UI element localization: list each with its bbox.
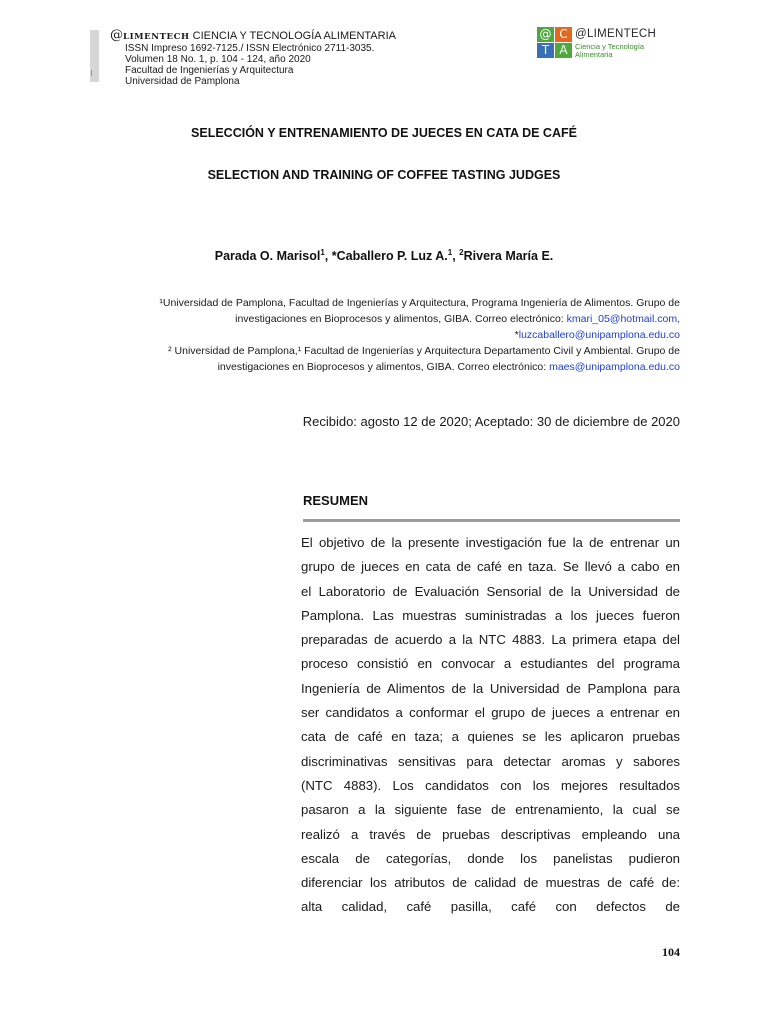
abstract-line: preparadas de acuerdo a la NTC 4883. La primera etapa del [301, 632, 680, 648]
email-link-kmari[interactable]: kmari_05@hotmail.com, [566, 313, 680, 325]
page-number: 104 [662, 945, 680, 959]
margin-bar-mark [91, 70, 97, 76]
affiliation-1-line1: ¹Universidad de Pamplona, Facultad de Ingenierías y Arquitectura, Programa Ingeniería de Alimentos. Grupo de [159, 297, 680, 309]
author-2-sup: 1 [447, 248, 453, 257]
abstract-heading: RESUMEN [303, 493, 369, 508]
abstract-divider [303, 519, 680, 522]
abstract-line: realizó a través de pruebas descriptivas empleando una [301, 826, 680, 842]
abstract-line: alta calidad, café pasilla, café con defectos de [301, 899, 680, 915]
margin-bar [90, 30, 99, 82]
abstract-line: Ingeniería de Alimentos de la Universidad de Pamplona para [301, 680, 680, 696]
affiliation-1-line2 [100, 311, 680, 327]
abstract-line: cata de café en taza; a quienes se les aplicaron pruebas [301, 729, 680, 745]
abstract-line: proceso consistió en convocar a estudiantes del programa [301, 656, 680, 672]
abstract-body [301, 531, 680, 920]
author-3: Rivera María E. [463, 249, 554, 264]
corresponding-mark: * [514, 329, 519, 341]
logo-subtitle [575, 43, 644, 59]
author-3-sup: 2 [459, 248, 464, 257]
logo-cell-at: @ [537, 27, 554, 42]
affiliation-1-text: investigaciones en Bioprocesos y alimentos, GIBA. Correo electrónico: [235, 313, 567, 325]
author-1-sup: 1 [320, 248, 325, 257]
logo-subtitle-line1: Ciencia y Tecnología [575, 42, 645, 51]
author-1: Parada O. Marisol [214, 249, 321, 264]
logo-subtitle-line2: Alimentaria [575, 50, 613, 59]
affiliation-2-text: investigaciones en Bioprocesos y alimentos, GIBA. Correo electrónico: [217, 361, 550, 373]
title-english: SELECTION AND TRAINING OF COFFEE TASTING JUDGES [207, 168, 561, 182]
brand-name: LIMENTECH [123, 32, 190, 42]
volume-line: Volumen 18 No. 1, p. 104 - 124, año 2020 [125, 54, 311, 65]
journal-header-line1 [110, 30, 396, 43]
affiliation-1-line3 [100, 327, 680, 343]
journal-logo [537, 27, 657, 61]
logo-cell-a: A [555, 43, 572, 58]
abstract-line: El objetivo de la presente investigación fue la de entrenar un [301, 535, 680, 550]
email-link-maes[interactable]: maes@unipamplona.edu.co [549, 361, 680, 373]
logo-cell-t: T [537, 43, 554, 58]
faculty-line: Facultad de Ingenierías y Arquitectura [125, 65, 294, 76]
logo-name: @LIMENTECH [575, 28, 657, 40]
author-2: *Caballero P. Luz A. [331, 249, 448, 264]
affiliation-2-line2 [100, 359, 680, 375]
affiliation-2-line1: ² Universidad de Pamplona,¹ Facultad de Ingenierías y Arquitectura Departamento Civil y Ambiental. Grupo de [168, 345, 680, 357]
abstract-line: Pamplona. Las muestras suministradas a los jueces fueron [301, 607, 680, 623]
university-line: Universidad de Pamplona [125, 76, 240, 87]
logo-cell-c: C [555, 27, 572, 42]
email-link-luzcaballero[interactable]: luzcaballero@unipamplona.edu.co [518, 329, 680, 341]
abstract-line: el Laboratorio de Evaluación Sensorial de la Universidad de [301, 583, 680, 599]
abstract-line: pasaron a la siguiente fase de entrenamiento, la cual se [301, 802, 680, 818]
abstract-line: ser candidatos a conformar el grupo de jueces a entrenar en [301, 705, 680, 721]
affiliation-2 [100, 343, 680, 375]
abstract-line: diferenciar los atributos de calidad de muestras de café de: [301, 875, 680, 891]
abstract-line: grupo de jueces en cata de café en taza. Se llevó a cabo en [301, 559, 680, 575]
abstract-line: discriminativas sensitivas para detectar aromas y sabores [301, 753, 680, 769]
brand-at: @ [110, 28, 123, 43]
abstract-line: escala de categorías, donde los panelistas pudieron [301, 850, 680, 866]
author-list: Parada O. Marisol$^1$, *Caballero P. Luz A.$^1$, $^2$Rivera María E. [214, 248, 554, 264]
title-spanish: SELECCIÓN Y ENTRENAMIENTO DE JUECES EN CATA DE CAFÉ [191, 126, 577, 140]
received-dates: Recibido: agosto 12 de 2020; Aceptado: 30 de diciembre de 2020 [302, 414, 680, 429]
issn-line: ISSN Impreso 1692-7125./ ISSN Electrónico 2711-3035. [125, 43, 375, 54]
journal-header [110, 30, 396, 87]
abstract-line: (NTC 4883). Los candidatos con los mejores resultados [301, 777, 680, 793]
journal-name: CIENCIA Y TECNOLOGÍA ALIMENTARIA [192, 30, 396, 42]
affiliation-1 [100, 295, 680, 343]
